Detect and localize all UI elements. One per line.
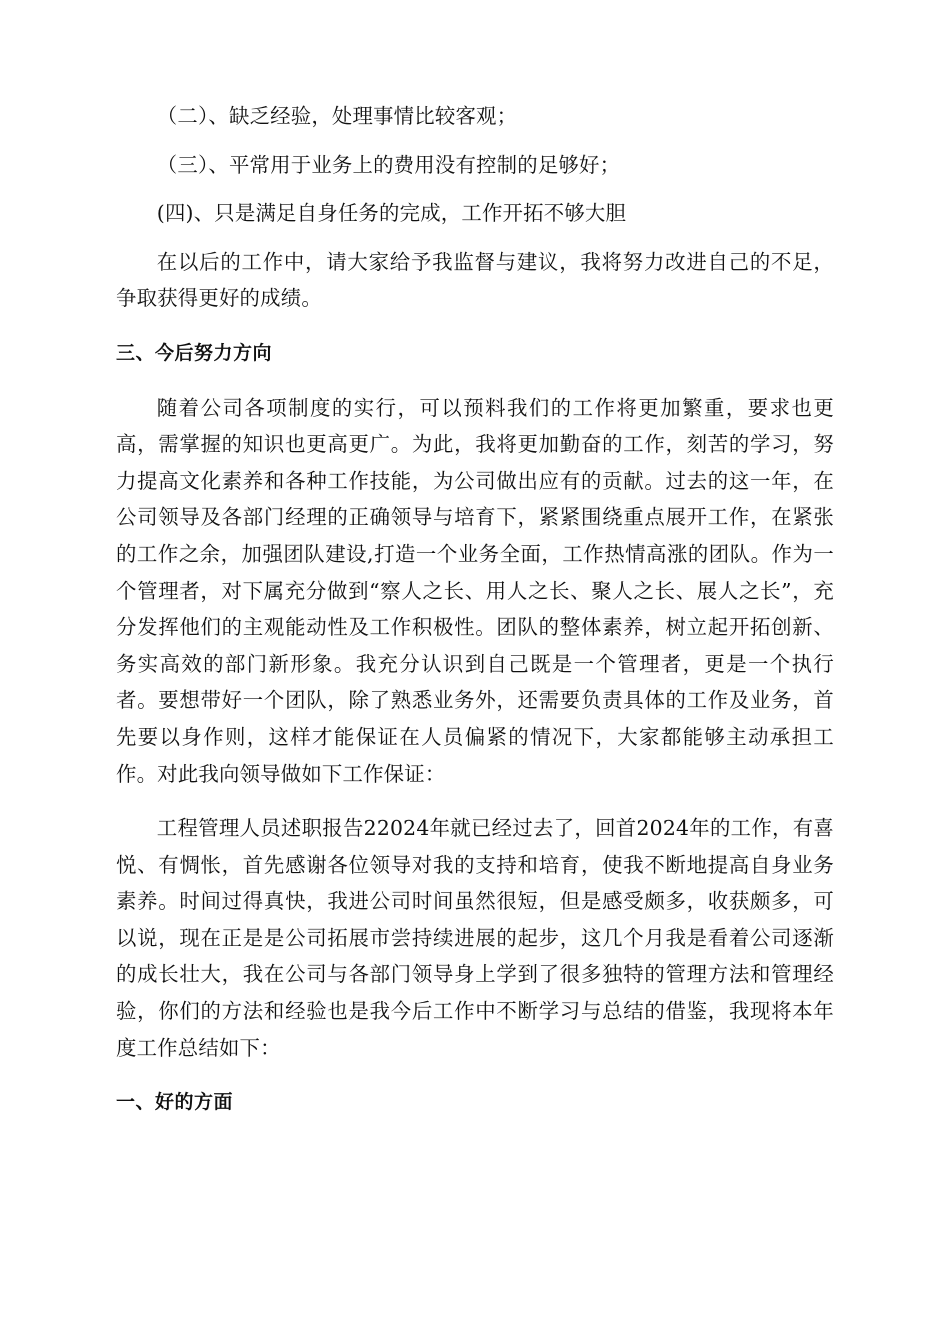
paragraph-future: 随着公司各项制度的实行，可以预料我们的工作将更加繁重，要求也更高，需掌握的知识也更高更广。为此，我将更加勤奋的工作，刻苦的学习，努力提高文化素养和各种工作技能，为公司做出应有的贡献。过去的这一年，在公司领导及各部门经理的正确领导与培育下，紧紧围绕重点展开工作，在紧张的工作之余，加强团队建设,打造一个业务全面，工作热情高涨的团队。作为一个管理者，对下属充分做到“察人之长、用人之长、聚人之长、展人之长”，充分发挥他们的主观能动性及工作积极性。团队的整体素养，树立起开拓创新、务实高效的部门新形象。我充分认识到自己既是一个管理者，更是一个执行者。要想带好一个团队，除了熟悉业务外，还需要负责具体的工作及业务，首先要以身作则，这样才能保证在人员偏紧的情况下，大家都能够主动承担工作。对此我向领导做如下工作保证： [116,395,834,786]
list-item-4: (四)、只是满足自身任务的完成，工作开拓不够大胆 [156,201,627,226]
heading-future-direction: 三、今后努力方向 [116,341,273,364]
list-item-2: （二）、缺乏经验，处理事情比较客观； [156,104,518,128]
paragraph-report: 工程管理人员述职报告22024年就已经过去了，回首2024年的工作，有喜悦、有惆怅，首先感谢各位领导对我的支持和培育，使我不断地提高自身业务素养。时间过得真快，我进公司时间虽然很短，但是感受颇多，收获颇多，可以说，现在正是是公司拓展市尝持续进展的起步，这几个月我是看着公司逐渐的成长壮大，我在公司与各部门领导身上学到了很多独特的管理方法和管理经验，你们的方法和经验也是我今后工作中不断学习与总结的借鉴，我现将本年度工作总结如下： [116,816,834,1060]
paragraph-improve: 在以后的工作中，请大家给予我监督与建议，我将努力改进自己的不足，争取获得更好的成绩。 [116,249,834,311]
list-item-3: （三）、平常用于业务上的费用没有控制的足够好； [156,152,621,177]
heading-good-aspects: 一、好的方面 [116,1091,234,1114]
document-page [116,98,834,1121]
